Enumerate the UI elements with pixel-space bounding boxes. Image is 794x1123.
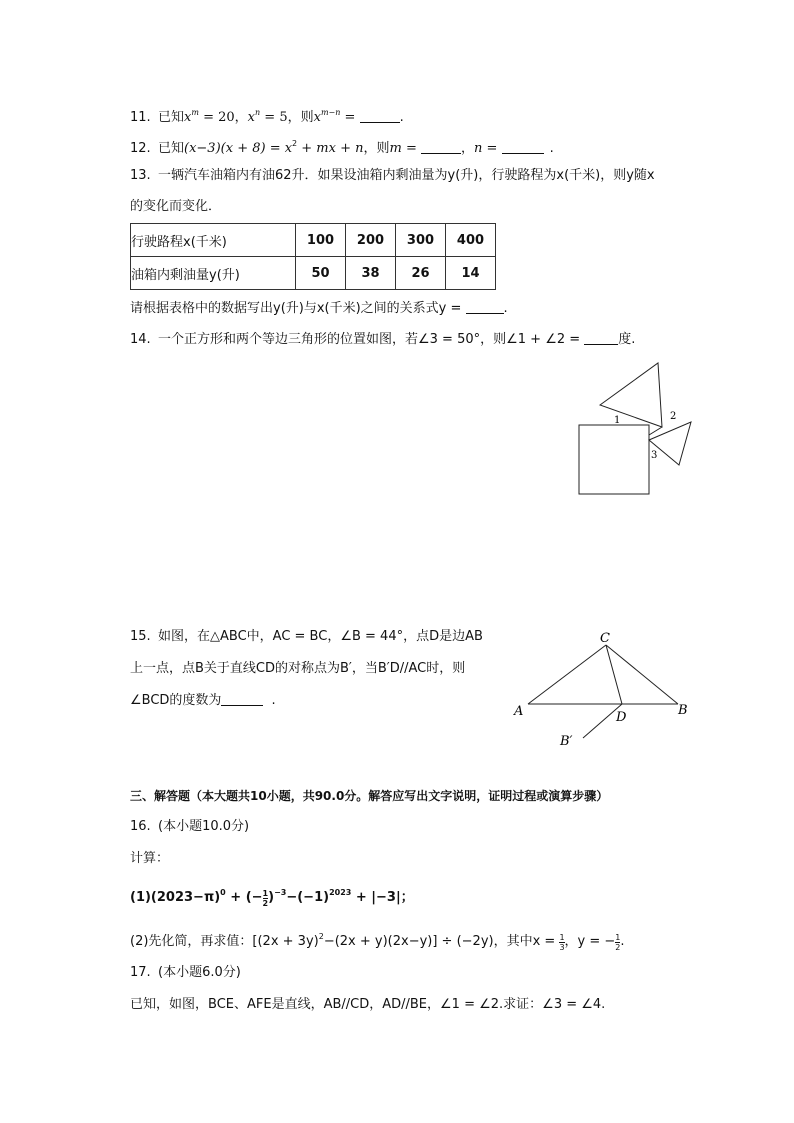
table-cell: 400 xyxy=(446,224,496,257)
fraction: $\frac{1}{2}$ xyxy=(262,889,269,908)
question-16-header: 16. (本小题10.0分) xyxy=(130,819,250,834)
table-cell: 50 xyxy=(296,257,346,290)
question-13-line2: 的变化而变化． xyxy=(130,199,222,214)
point-label-c: C xyxy=(600,631,610,646)
angle-label-3: 3 xyxy=(651,450,658,461)
question-17-text: 已知，如图，BCE、AFE是直线，AB//CD，AD//BE，∠1 = ∠2.求证：∠3 = ∠4. xyxy=(130,997,606,1012)
question-13-line1: 13. 一辆汽车油箱内有油62升．如果设油箱内剩油量为y(升)，行驶路程为x(千米)，则y随x xyxy=(130,168,655,183)
triangle-top xyxy=(600,363,662,427)
row-label: 行驶路程x(千米) xyxy=(131,224,296,257)
segment-bc xyxy=(606,645,678,704)
answer-blank[interactable] xyxy=(360,110,400,123)
row-label: 油箱内剩油量y(升) xyxy=(131,257,296,290)
point-label-b: B xyxy=(678,703,688,718)
fraction: $\frac{1}{2}$ xyxy=(615,933,621,952)
table-cell: 200 xyxy=(346,224,396,257)
question-15-line2: 上一点，点B关于直线CD的对称点为B′，当B′D//AC时，则 xyxy=(130,661,466,676)
segment-cd xyxy=(606,645,622,704)
table-row xyxy=(131,224,496,257)
answer-blank[interactable] xyxy=(466,301,504,314)
question-16-part2: (2)先化简，再求值：$[(2x + 3y)^2-(2x + y)(2x-y)] \div (-2y)$，其中x = $\frac{1}{3}$ ，y = − $\frac{1}{2}$ . xyxy=(130,932,625,952)
answer-blank-m[interactable] xyxy=(421,141,461,154)
square-triangles-figure xyxy=(570,355,700,500)
data-table xyxy=(130,223,496,290)
angle-label-1: 1 xyxy=(614,415,621,426)
segment-ac xyxy=(528,645,606,704)
table-cell: 300 xyxy=(396,224,446,257)
question-16-intro: 计算： xyxy=(130,851,170,866)
point-label-a: A xyxy=(514,704,524,719)
table-cell: 100 xyxy=(296,224,346,257)
question-15-line1: 15. 如图，在△ABC中，AC = BC，∠B = 44°，点D是边AB xyxy=(130,629,483,644)
answer-blank[interactable] xyxy=(584,332,618,345)
angle-label-2: 2 xyxy=(670,411,677,422)
question-12: 12. 已知$(x-3)(x + 8) = x^2$ + mx + n，则m = ，n = . xyxy=(130,139,554,156)
connector-line xyxy=(649,427,662,435)
question-13-line3: 请根据表格中的数据写出y(升)与x(千米)之间的关系式y = . xyxy=(130,301,508,316)
question-16-part1: $(1)(2023-\pi)^0$ + (− $\frac{1}{2}$ )$^{-3}-(-1)^{2023} + |-3|$； xyxy=(130,888,414,908)
fraction: $\frac{1}{3}$ xyxy=(559,933,565,952)
question-17-header: 17. (本小题6.0分) xyxy=(130,965,241,980)
question-14: 14. 一个正方形和两个等边三角形的位置如图，若∠3 = 50°，则∠1 + ∠2 = 度. xyxy=(130,332,636,347)
point-label-d: D xyxy=(616,710,627,725)
table-cell: 38 xyxy=(346,257,396,290)
point-label-bprime: B′ xyxy=(560,734,573,749)
table-cell: 14 xyxy=(446,257,496,290)
triangle-abc-figure xyxy=(505,625,705,755)
answer-blank-n[interactable] xyxy=(502,141,544,154)
question-11: 11. 已知$x^m = 20$，$x^n = 5$，则$x^{m-n}$ = . xyxy=(130,108,404,125)
answer-blank[interactable] xyxy=(221,693,263,706)
table-cell: 26 xyxy=(396,257,446,290)
section-heading: 三、解答题（本大题共10小题，共90.0分。解答应写出文字说明，证明过程或演算步骤） xyxy=(130,789,609,803)
question-15-line3: ∠BCD的度数为 . xyxy=(130,693,276,708)
table-row xyxy=(131,257,496,290)
square-shape xyxy=(579,425,649,494)
